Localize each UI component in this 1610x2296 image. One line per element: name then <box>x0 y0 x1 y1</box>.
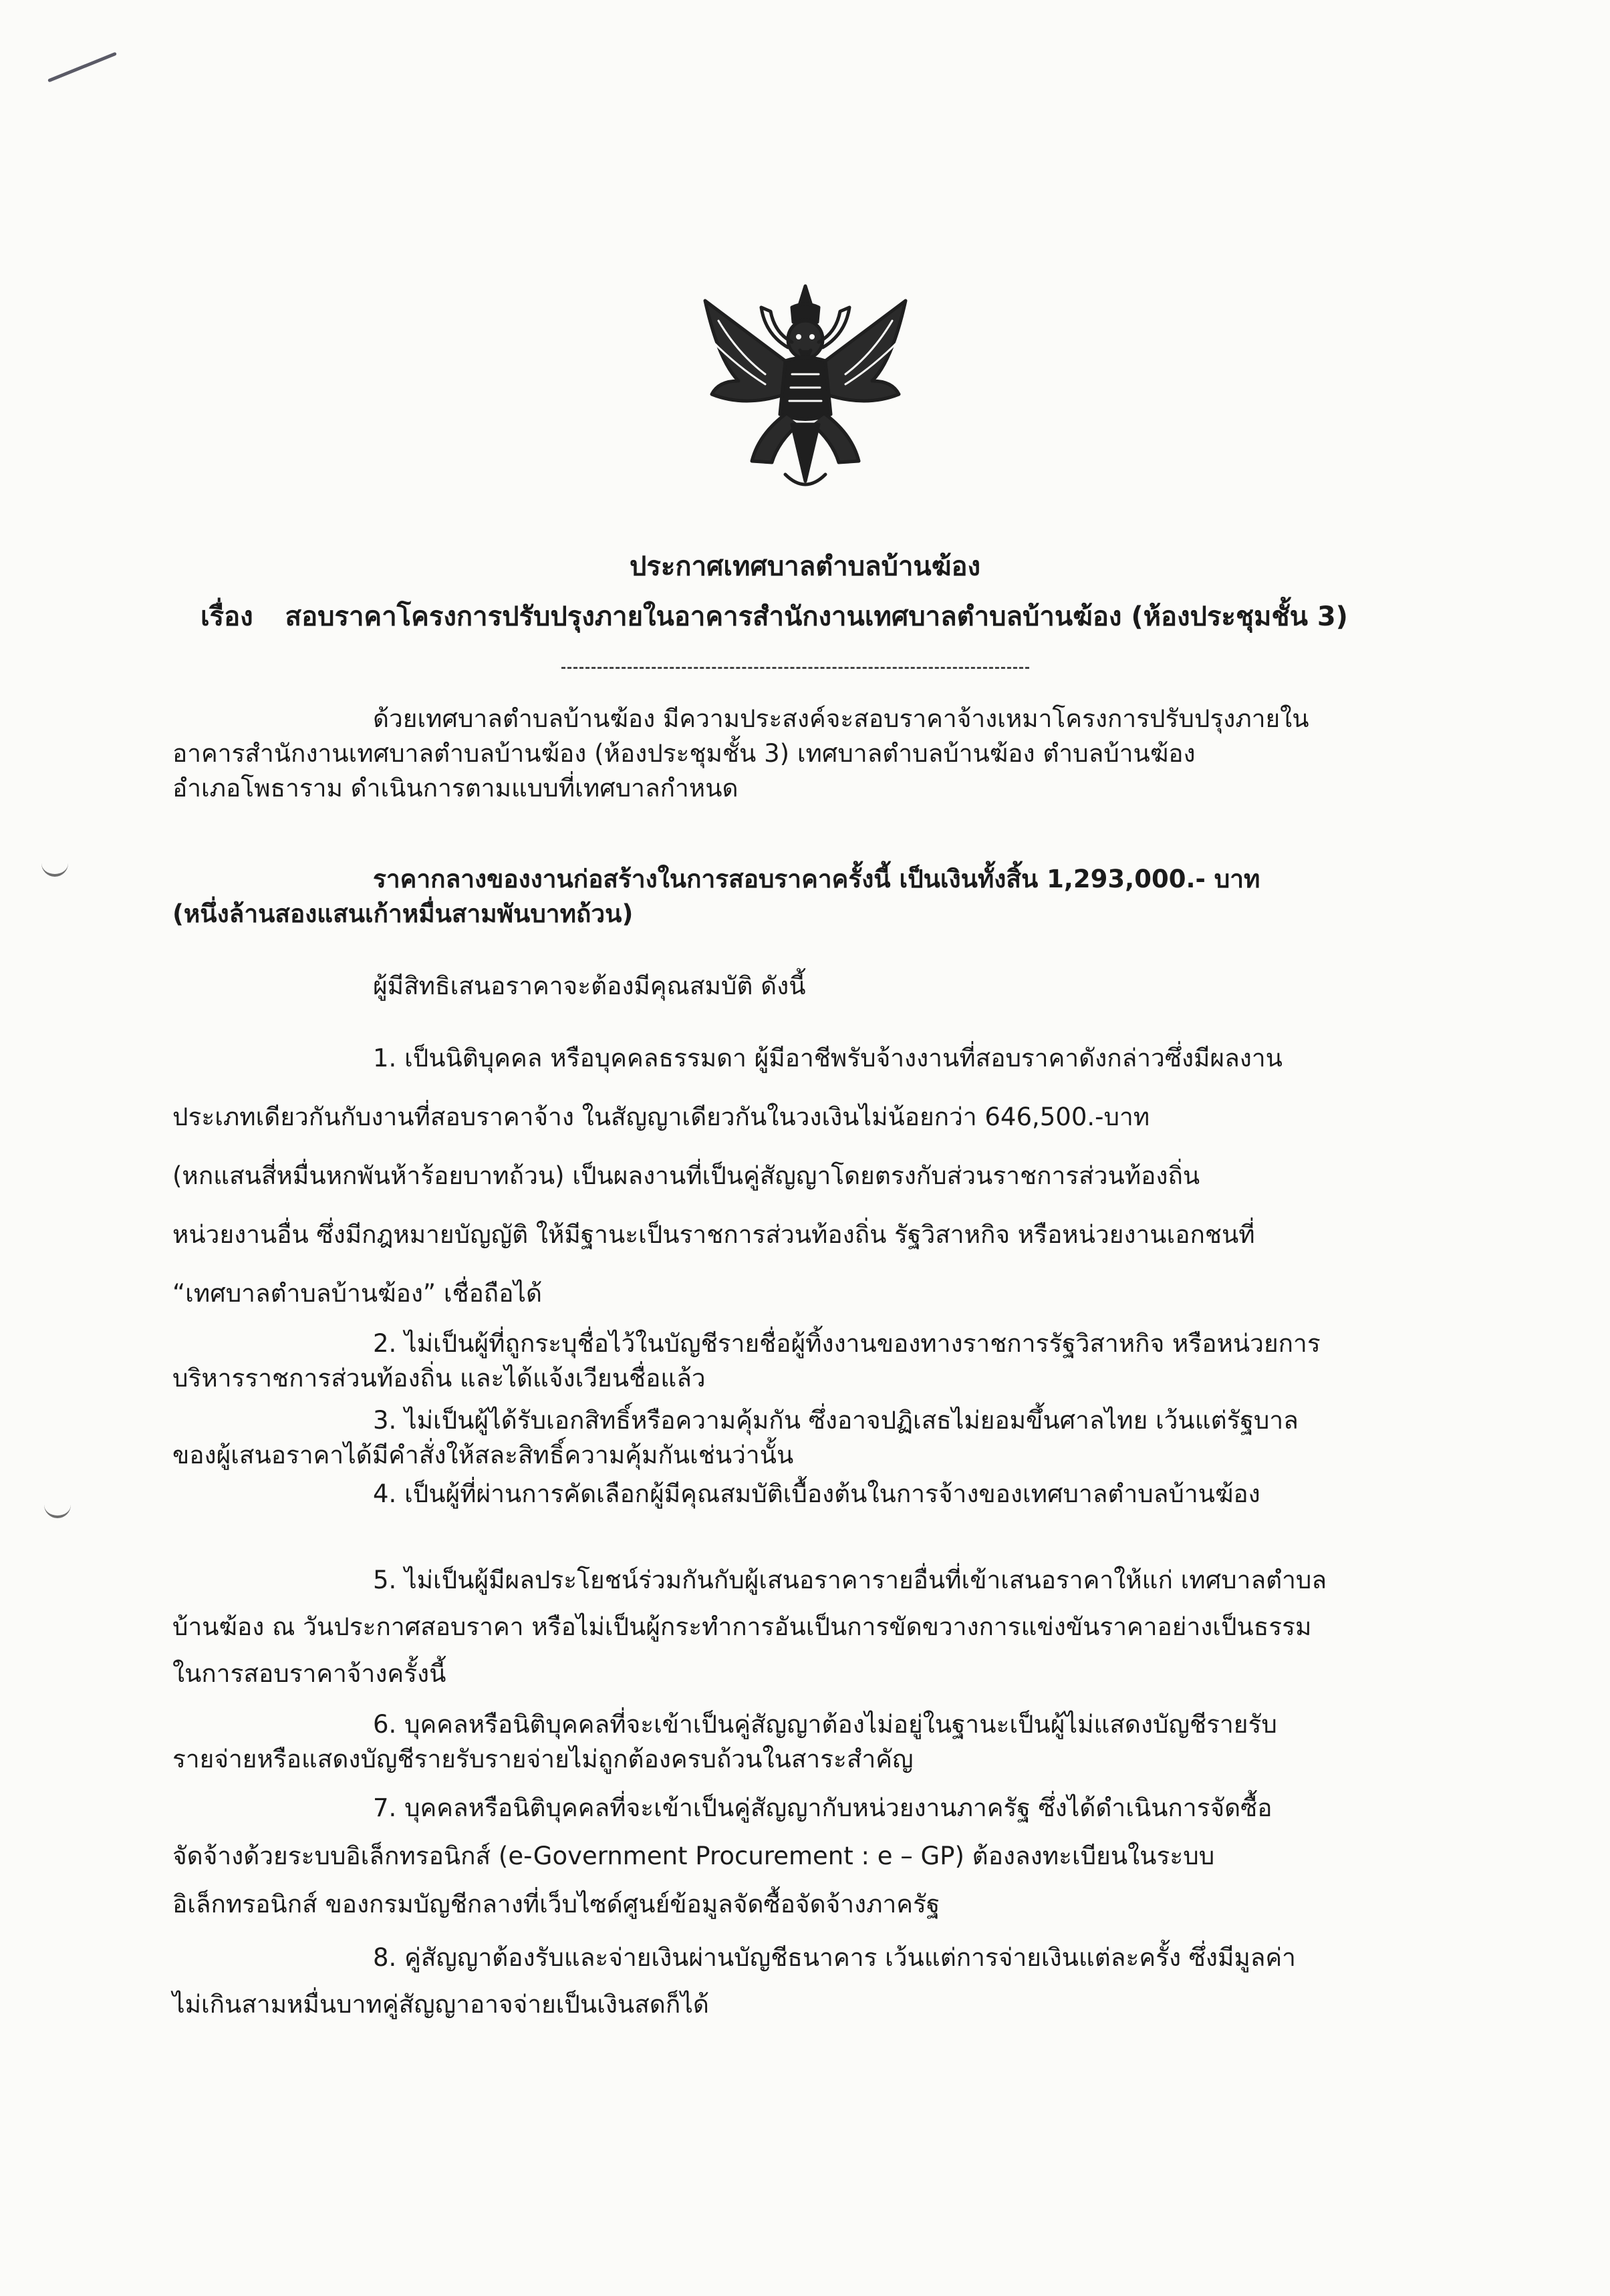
paragraph-line: ประเภทเดียวกันกับงานที่สอบราคาจ้าง ในสัญญาเดียวกันในวงเงินไม่น้อยกว่า 646,500.-บาท <box>172 1103 1150 1131</box>
paragraph-line: ของผู้เสนอราคาได้มีคำสั่งให้สละสิทธิ์ความคุ้มกันเช่นว่านั้น <box>172 1441 794 1469</box>
price-paragraph <box>172 862 1442 931</box>
paragraph-line: 3. ไม่เป็นผู้ได้รับเอกสิทธิ์หรือความคุ้มกัน ซึ่งอาจปฏิเสธไม่ยอมขึ้นศาลไทย เว้นแต่รัฐบาล <box>373 1406 1299 1435</box>
pen-mark <box>47 52 117 83</box>
qualifications-intro <box>172 969 1442 1004</box>
qualification-item-7 <box>172 1784 1442 1928</box>
paragraph-line: 6. บุคคลหรือนิติบุคคลที่จะเข้าเป็นคู่สัญญาต้องไม่อยู่ในฐานะเป็นผู้ไม่แสดงบัญชีรายรับ <box>373 1710 1277 1739</box>
paragraph-line: อาคารสำนักงานเทศบาลตำบลบ้านฆ้อง (ห้องประชุมชั้น 3) เทศบาลตำบลบ้านฆ้อง ตำบลบ้านฆ้อง <box>172 739 1196 768</box>
paragraph-line: อิเล็กทรอนิกส์ ของกรมบัญชีกลางที่เว็บไซด์ศูนย์ข้อมูลจัดซื้อจัดจ้างภาครัฐ <box>172 1890 940 1918</box>
paragraph-line: อำเภอโพธาราม ดำเนินการตามแบบที่เทศบาลกำหนด <box>172 774 739 803</box>
qualification-item-1 <box>172 1029 1442 1323</box>
paragraph-line: รายจ่ายหรือแสดงบัญชีรายรับรายจ่ายไม่ถูกต้องครบถ้วนในสาระสำคัญ <box>172 1745 914 1773</box>
paragraph-line: ในการสอบราคาจ้างครั้งนี้ <box>172 1659 446 1688</box>
paragraph-line: 8. คู่สัญญาต้องรับและจ่ายเงินผ่านบัญชีธนาคาร เว้นแต่การจ่ายเงินแต่ละครั้ง ซึ่งมีมูลค่า <box>373 1943 1296 1972</box>
paragraph-line: “เทศบาลตำบลบ้านฆ้อง” เชื่อถือได้ <box>172 1279 543 1308</box>
paragraph-line: จัดจ้างด้วยระบบอิเล็กทรอนิกส์ (e-Government Procurement : e – GP) ต้องลงทะเบียนในระบบ <box>172 1842 1215 1870</box>
paragraph-line: (หนึ่งล้านสองแสนเก้าหมื่นสามพันบาทถ้วน) <box>172 899 634 928</box>
paragraph-line: ผู้มีสิทธิเสนอราคาจะต้องมีคุณสมบัติ ดังนี้ <box>373 972 806 1000</box>
margin-mark <box>44 1503 71 1518</box>
divider <box>561 667 1029 669</box>
paragraph-line: 1. เป็นนิติบุคคล หรือบุคคลธรรมดา ผู้มีอาชีพรับจ้างงานที่สอบราคาดังกล่าวซึ่งมีผลงาน <box>373 1044 1283 1072</box>
paragraph-line: หน่วยงานอื่น ซึ่งมีกฎหมายบัญญัติ ให้มีฐานะเป็นราชการส่วนท้องถิ่น รัฐวิสาหกิจ หรือหน่วยงานเอกชนที่ <box>172 1220 1255 1249</box>
intro-paragraph <box>172 702 1442 806</box>
qualification-item-8 <box>172 1934 1442 2028</box>
paragraph-line: บ้านฆ้อง ณ วันประกาศสอบราคา หรือไม่เป็นผู้กระทำการอันเป็นการขัดขวางการแข่งขันราคาอย่างเป็นธรรม <box>172 1612 1312 1641</box>
qualification-item-3 <box>172 1403 1442 1473</box>
subject-line <box>200 598 1348 635</box>
paragraph-line: 5. ไม่เป็นผู้มีผลประโยชน์ร่วมกันกับผู้เสนอราคารายอื่นที่เข้าเสนอราคาให้แก่ เทศบาลตำบล <box>373 1566 1327 1594</box>
qualification-item-2 <box>172 1326 1442 1396</box>
garuda-emblem-icon <box>692 281 919 501</box>
paragraph-line: 7. บุคคลหรือนิติบุคคลที่จะเข้าเป็นคู่สัญญากับหน่วยงานภาครัฐ ซึ่งได้ดำเนินการจัดซื้อ <box>373 1793 1272 1822</box>
subject-label: เรื่อง <box>200 601 253 632</box>
qualification-item-4 <box>172 1477 1442 1512</box>
subject-text: สอบราคาโครงการปรับปรุงภายในอาคารสำนักงานเทศบาลตำบลบ้านฆ้อง (ห้องประชุมชั้น 3) <box>285 601 1348 632</box>
paragraph-line: ด้วยเทศบาลตำบลบ้านฆ้อง มีความประสงค์จะสอบราคาจ้างเหมาโครงการปรับปรุงภายใน <box>373 704 1309 733</box>
qualification-item-5 <box>172 1557 1442 1697</box>
paragraph-line: ราคากลางของงานก่อสร้างในการสอบราคาครั้งนี้ เป็นเงินทั้งสิ้น 1,293,000.- บาท <box>373 865 1260 893</box>
paragraph-line: บริหารราชการส่วนท้องถิ่น และได้แจ้งเวียนชื่อแล้ว <box>172 1364 706 1393</box>
paragraph-line: 4. เป็นผู้ที่ผ่านการคัดเลือกผู้มีคุณสมบัติเบื้องต้นในการจ้างของเทศบาลตำบลบ้านฆ้อง <box>373 1479 1260 1508</box>
paragraph-line: ไม่เกินสามหมื่นบาทคู่สัญญาอาจจ่ายเป็นเงินสดก็ได้ <box>172 1990 709 2019</box>
paragraph-line: (หกแสนสี่หมื่นหกพันห้าร้อยบาทถ้วน) เป็นผลงานที่เป็นคู่สัญญาโดยตรงกับส่วนราชการส่วนท้องถิ่น <box>172 1161 1200 1190</box>
page-title: ประกาศเทศบาลตำบลบ้านฆ้อง <box>630 551 980 582</box>
paragraph-line: 2. ไม่เป็นผู้ที่ถูกระบุชื่อไว้ในบัญชีรายชื่อผู้ทิ้งงานของทางราชการรัฐวิสาหกิจ หรือหน่วยการ <box>373 1329 1321 1358</box>
margin-mark <box>41 862 68 877</box>
qualification-item-6 <box>172 1707 1442 1777</box>
